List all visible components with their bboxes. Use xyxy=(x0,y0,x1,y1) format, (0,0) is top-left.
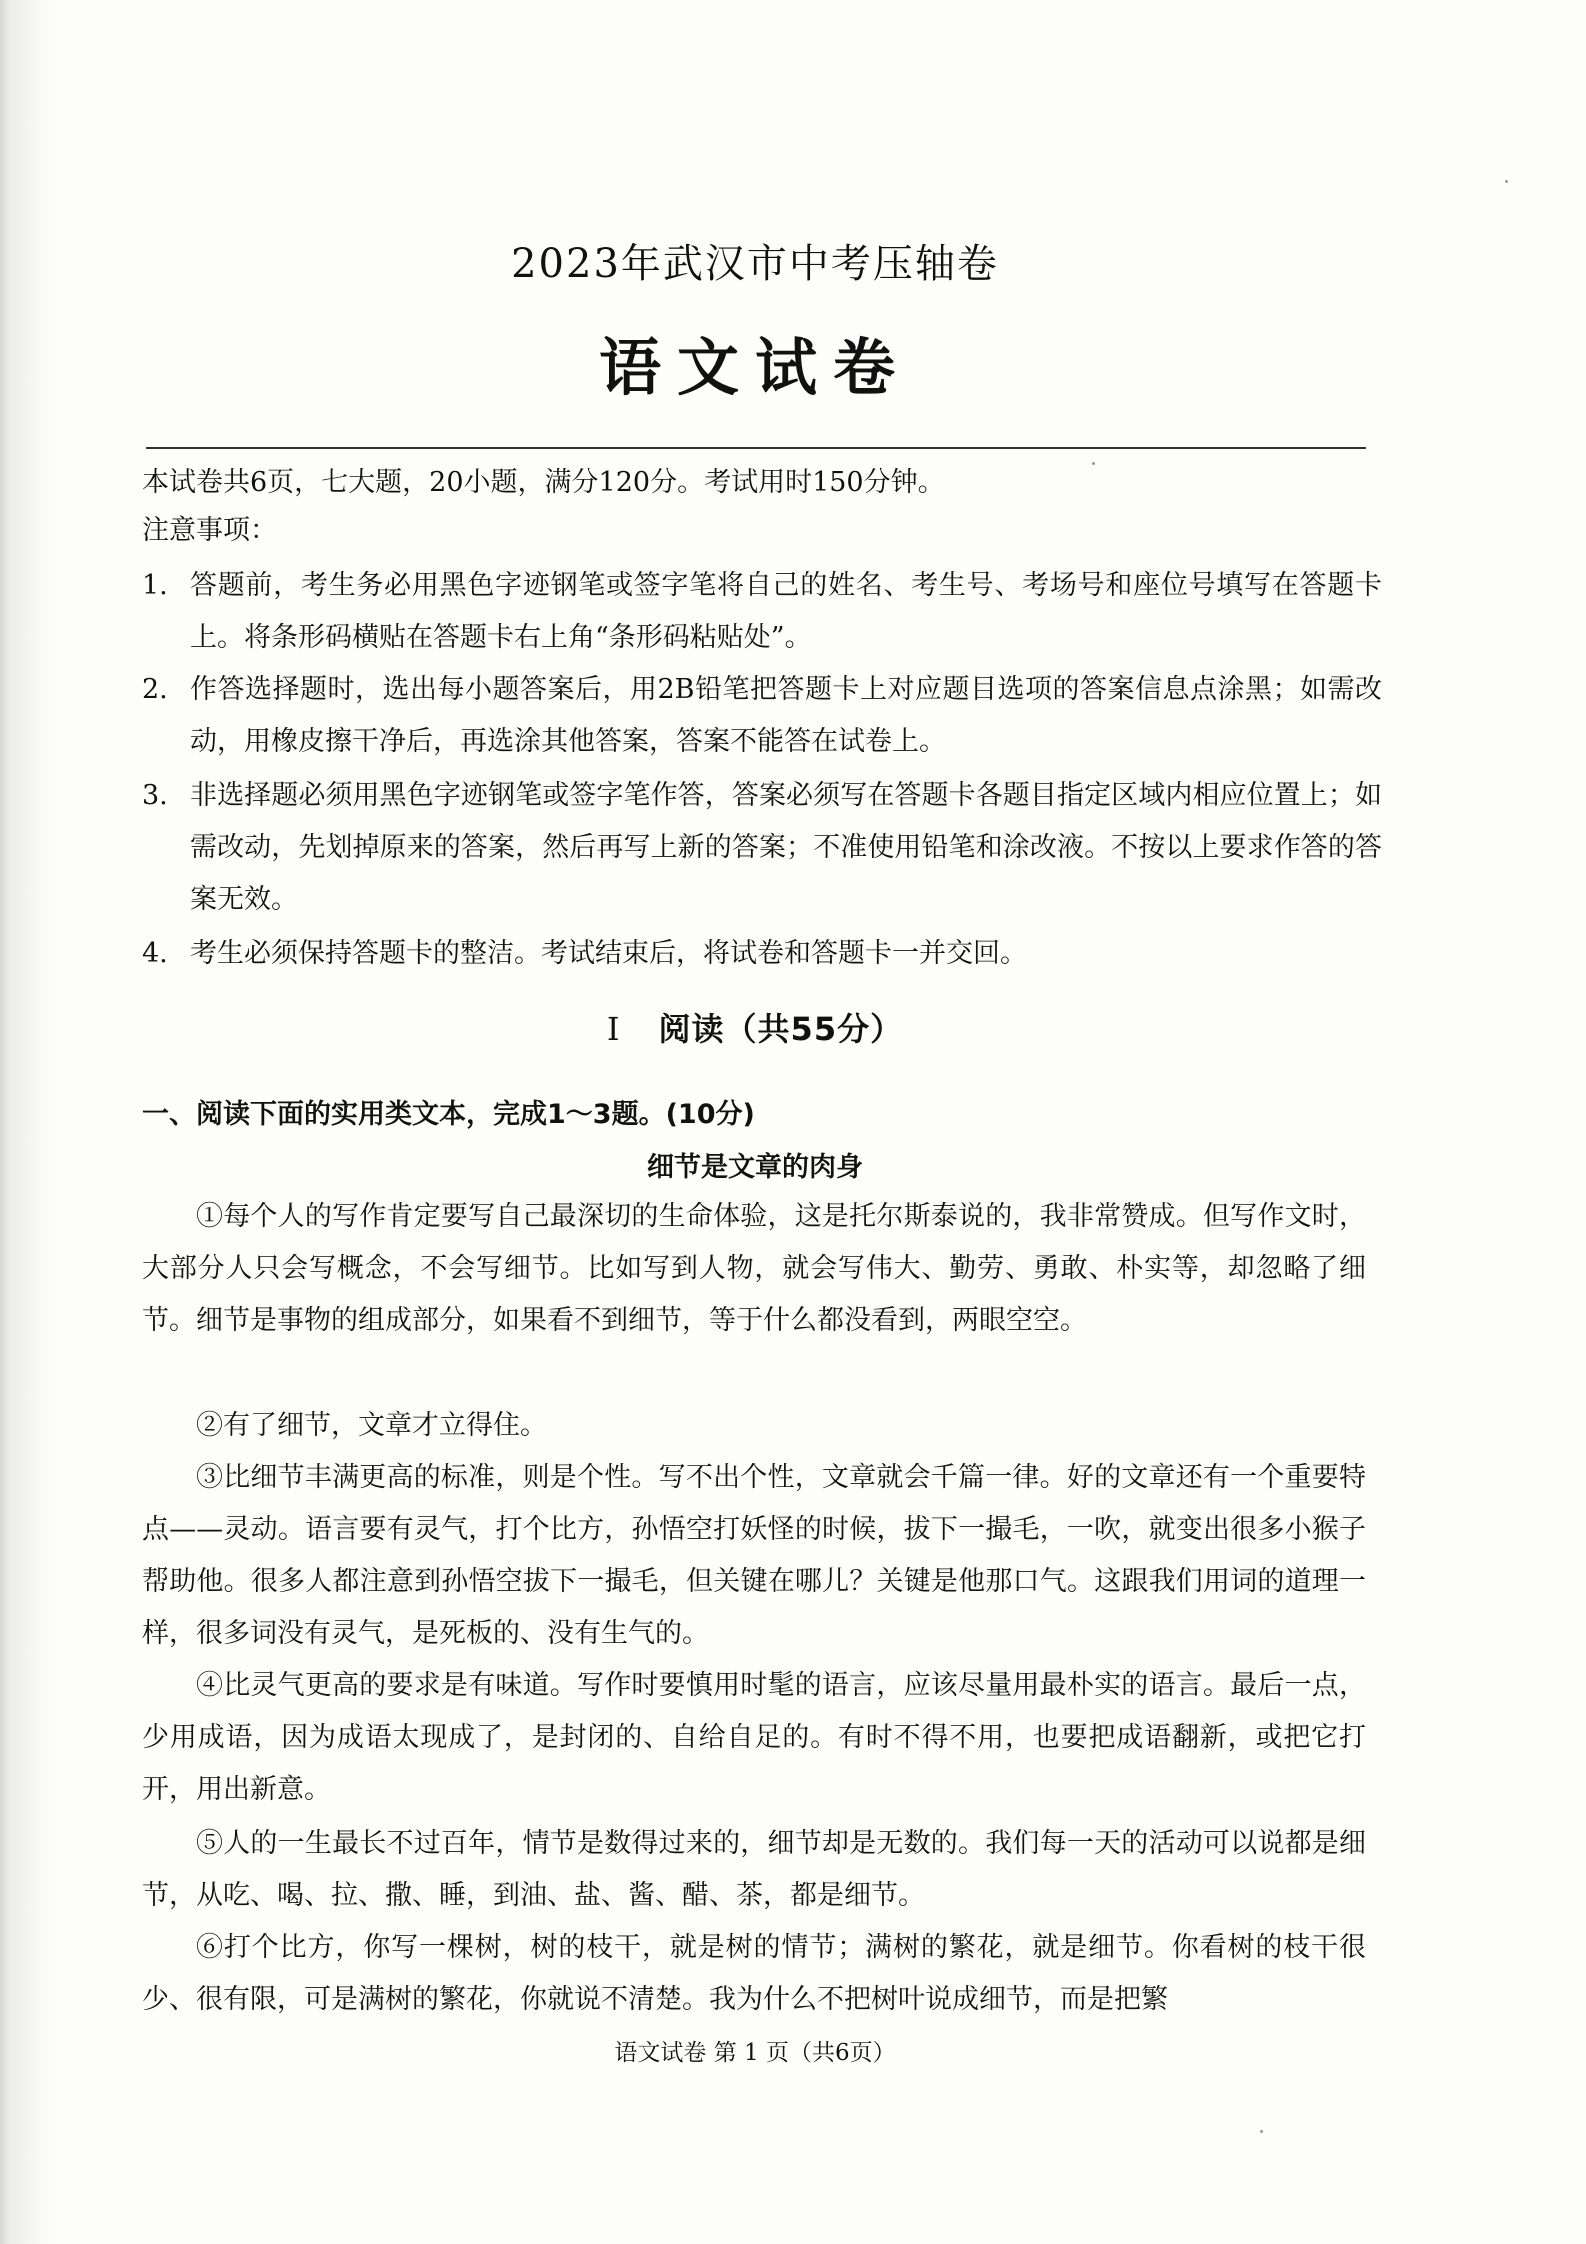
passage-title: 细节是文章的肉身 xyxy=(647,1152,863,1183)
notice-item-text: 答题前，考生务必用黑色字迹钢笔或签字笔将自己的姓名、考生号、考场号和座位号填写在答题卡上。将条形码横贴在答题卡右上角“条形码粘贴处”。 xyxy=(190,570,1382,653)
passage-paragraph: ③比细节丰满更高的标准，则是个性。写不出个性，文章就会千篇一律。好的文章还有一个重要特点——灵动。语言要有灵气，打个比方，孙悟空打妖怪的时候，拔下一撮毛，一吹，就变出很多小猴子帮助他。很多人都注意到孙悟空拔下一撮毛，但关键在哪儿？关键是他那口气。这跟我们用词的道理一样，很多词没有灵气，是死板的、没有生气的。 xyxy=(142,1462,1366,1649)
passage-paragraph: ①每个人的写作肯定要写自己最深切的生命体验，这是托尔斯泰说的，我非常赞成。但写作文时，大部分人只会写概念，不会写细节。比如写到人物，就会写伟大、勤劳、勇敢、朴实等，却忽略了细节。细节是事物的组成部分，如果看不到细节，等于什么都没看到，两眼空空。 xyxy=(142,1201,1366,1336)
scan-speck xyxy=(1260,2130,1263,2133)
notice-item xyxy=(142,664,1382,768)
notice-item xyxy=(142,560,1382,664)
section-heading xyxy=(0,1004,1510,1050)
notice-item-text: 考生必须保持答题卡的整洁。考试结束后，将试卷和答题卡一并交回。 xyxy=(190,938,1027,969)
passage-paragraph: ⑤人的一生最长不过百年，情节是数得过来的，细节却是无数的。我们每一天的活动可以说都是细节，从吃、喝、拉、撒、睡，到油、盐、酱、醋、茶，都是细节。 xyxy=(142,1828,1366,1911)
page-title: 语文试卷 xyxy=(598,331,911,404)
notice-item xyxy=(142,770,1382,926)
passage-paragraph: ②有了细节，文章才立得住。 xyxy=(196,1410,547,1441)
exam-subtitle: 2023年武汉市中考压轴卷 xyxy=(511,241,999,287)
notice-item-number: 3. xyxy=(142,780,168,811)
header-divider xyxy=(146,447,1366,449)
notice-item-number: 1. xyxy=(142,570,168,601)
page-footer: 语文试卷 第 1 页（共6页） xyxy=(614,2040,896,2066)
passage-paragraph: ④比灵气更高的要求是有味道。写作时要慎用时髦的语言，应该尽量用最朴实的语言。最后一点，少用成语，因为成语太现成了，是封闭的、自给自足的。有时不得不用，也要把成语翻新，或把它打开，用出新意。 xyxy=(142,1670,1366,1805)
notice-item-text: 作答选择题时，选出每小题答案后，用2B铅笔把答题卡上对应题目选项的答案信息点涂黑；如需改动，用橡皮擦干净后，再选涂其他答案，答案不能答在试卷上。 xyxy=(190,674,1382,757)
section-roman-numeral: I xyxy=(606,1010,621,1048)
section-title: 阅读（共55分） xyxy=(658,1010,904,1048)
exam-info: 本试卷共6页，七大题，20小题，满分120分。考试用时150分钟。 xyxy=(142,467,945,498)
notice-heading: 注意事项： xyxy=(142,515,277,546)
notice-item-number: 4. xyxy=(142,938,168,969)
notice-item-number: 2. xyxy=(142,674,168,705)
notice-item-text: 非选择题必须用黑色字迹钢笔或签字笔作答，答案必须写在答题卡各题目指定区域内相应位置上；如需改动，先划掉原来的答案，然后再写上新的答案；不准使用铅笔和涂改液。不按以上要求作答的答案无效。 xyxy=(190,780,1382,915)
scan-speck xyxy=(1092,462,1095,465)
passage-paragraph: ⑥打个比方，你写一棵树，树的枝干，就是树的情节；满树的繁花，就是细节。你看树的枝干很少、很有限，可是满树的繁花，你就说不清楚。我为什么不把树叶说成细节，而是把繁 xyxy=(142,1932,1366,2015)
question-heading: 一、阅读下面的实用类文本，完成1～3题。(10分) xyxy=(142,1099,755,1130)
notice-item xyxy=(142,928,1382,980)
scan-speck xyxy=(1505,180,1508,183)
